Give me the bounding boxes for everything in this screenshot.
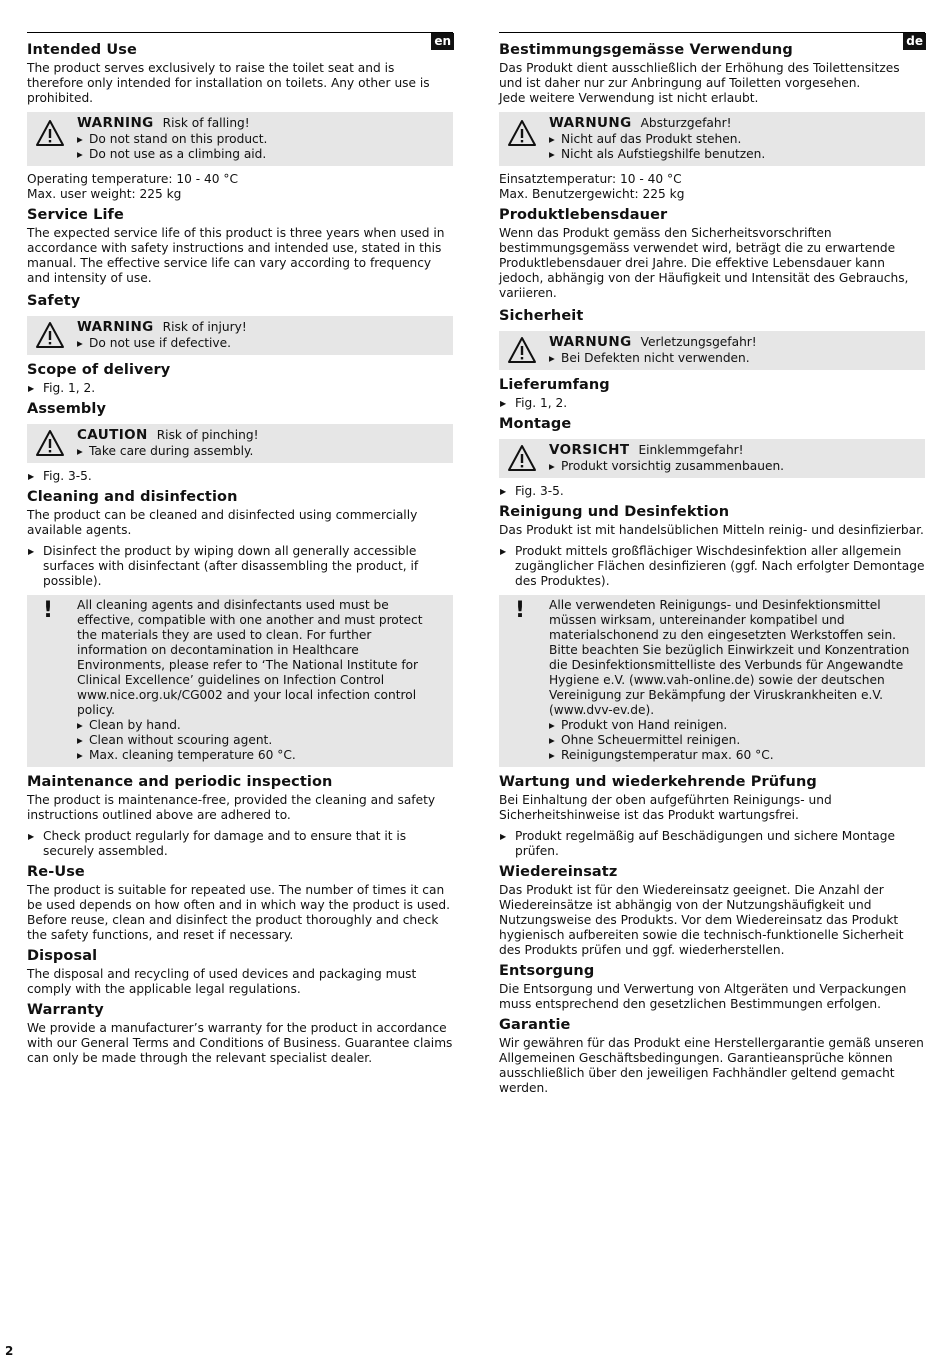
disposal-text: Die Entsorgung und Verwertung von Altgeräten und Verpackungen muss entsprechend den gesetzlichen Bestimmungen erfolgen.	[499, 982, 907, 1011]
intended-use-text-2: Jede weitere Verwendung ist nicht erlaubt.	[499, 91, 759, 105]
notice-item: ▶ Reinigungstemperatur max. 60 °C.	[549, 748, 774, 762]
warning-box	[27, 112, 453, 166]
notice-box	[499, 595, 925, 767]
warning-item: ▶ Do not use if defective.	[77, 336, 232, 350]
reuse-text: The product is suitable for repeated use. The number of times it can be used depends on how often and in which way the product is used. Before reuse, clean and disinfect the product thoroughly and check the safety functions, and reset if necessary.	[27, 883, 451, 942]
notice-text: Alle verwendeten Reinigungs- und Desinfektionsmittel müssen wirksam, untereinander kompatibel und materialschonend zu den eingesetzten Werkstoffen sein. Bitte beachten Sie bezüglich Einwirkzeit und Konzentration die Desinfektionsmittelliste des Verbunds für Angewandte Hygiene e.V. (www.vah-online.de) sowie der deutschen Vereinigung zur Bekämpfung der Viruskrankheiten e.V. (www.dvv-ev.de).	[549, 598, 910, 717]
cleaning-text: Das Produkt ist mit handelsüblichen Mitteln reinig- und desinfizierbar.	[499, 523, 924, 537]
notice-text: All cleaning agents and disinfectants used must be effective, compatible with one another and must protect the materials they are used to clean. For further information on decontamination in Healthcare Environments, please refer to ‘The National Institute for Clinical Excellence’ guidelines on Infection Control www.nice.org.uk/CG002 and your local infection control policy.	[77, 598, 423, 717]
assembly-item: ▶ Fig. 3-5.	[28, 469, 92, 483]
bullet-icon: ▶	[77, 150, 83, 159]
bullet-icon: ▶	[77, 751, 83, 760]
scope-heading: Scope of delivery	[27, 362, 171, 378]
max-weight: Max. Benutzergewicht: 225 kg	[499, 187, 685, 201]
warning-triangle-icon	[507, 444, 537, 472]
bullet-icon: ▶	[77, 447, 83, 456]
caution-keyword: CAUTION	[77, 427, 148, 443]
warning-text: Absturzgefahr!	[640, 116, 732, 130]
safety-heading: Sicherheit	[499, 308, 584, 324]
disposal-heading: Entsorgung	[499, 963, 595, 979]
warning-triangle-icon	[507, 119, 537, 147]
warning-text: Risk of falling!	[162, 116, 250, 130]
bullet-icon: ▶	[500, 547, 507, 556]
notice-item: ▶ Clean by hand.	[77, 718, 181, 732]
notice-item: ▶ Clean without scouring agent.	[77, 733, 273, 747]
service-life-heading: Service Life	[27, 207, 124, 223]
bullet-icon: ▶	[77, 721, 83, 730]
scope-heading: Lieferumfang	[499, 377, 610, 393]
bullet-icon: ▶	[549, 462, 555, 471]
warning-text: Verletzungsgefahr!	[640, 335, 757, 349]
caution-item: ▶ Produkt vorsichtig zusammenbauen.	[549, 459, 785, 473]
bullet-icon: ▶	[28, 832, 35, 841]
notice-item: ▶ Max. cleaning temperature 60 °C.	[77, 748, 296, 762]
service-life-heading: Produktlebensdauer	[499, 207, 668, 223]
caution-box	[499, 439, 925, 478]
operating-temperature: Einsatztemperatur: 10 - 40 °C	[499, 172, 682, 186]
maintenance-bullet: ▶ Produkt regelmäßig auf Beschädigungen und sichere Montage prüfen.	[500, 829, 895, 858]
bullet-icon: ▶	[549, 736, 555, 745]
bullet-icon: ▶	[549, 721, 555, 730]
warning-keyword: WARNING	[77, 319, 154, 335]
bullet-icon: ▶	[77, 135, 83, 144]
maintenance-heading: Maintenance and periodic inspection	[27, 774, 333, 790]
reuse-text: Das Produkt ist für den Wiedereinsatz geeignet. Die Anzahl der Wiedereinsätze ist abhängig von der Nutzungshäufigkeit und Nutzungsweise des Produkts. Vor dem Wiedereinsatz das Produkt hygienisch aufbereiten sowie die technisch-funktionelle Sicherheit des Produkts prüfen und ggf. wiederherstellen.	[499, 883, 904, 957]
bullet-icon: ▶	[549, 751, 555, 760]
maintenance-text: Bei Einhaltung der oben aufgeführten Reinigungs- und Sicherheitshinweise ist das Produkt wartungsfrei.	[499, 793, 832, 822]
reuse-heading: Re-Use	[27, 864, 85, 880]
warning-item: ▶ Nicht als Aufstiegshilfe benutzen.	[549, 147, 766, 161]
service-life-text: The expected service life of this product is three years when used in accordance with safety instructions and intended use, stated in this manual. The effective service life can vary according to frequency and intensity of use.	[27, 226, 445, 285]
warning-box	[499, 331, 925, 370]
disposal-text: The disposal and recycling of used devices and packaging must comply with the applicable legal regulations.	[27, 967, 417, 996]
caution-text: Einklemmgefahr!	[638, 443, 744, 457]
bullet-icon: ▶	[549, 150, 555, 159]
english-column	[27, 32, 453, 1070]
bullet-icon: ▶	[77, 339, 83, 348]
warning-item: ▶ Bei Defekten nicht verwenden.	[549, 351, 750, 365]
service-life-text: Wenn das Produkt gemäss den Sicherheitsvorschriften bestimmungsgemäss verwendet wird, beträgt die zu erwartende Produktlebensdauer drei Jahre. Die effektive Lebensdauer kann jedoch, abhängig von der Häufigkeit und Intensität des Gebrauchs, variieren.	[499, 226, 909, 300]
assembly-heading: Assembly	[27, 401, 107, 417]
warranty-heading: Warranty	[27, 1002, 104, 1018]
cleaning-heading: Cleaning and disinfection	[27, 489, 238, 505]
warning-triangle-icon	[35, 321, 65, 349]
assembly-item: ▶ Fig. 3-5.	[500, 484, 564, 498]
bullet-icon: ▶	[549, 354, 555, 363]
warning-keyword: WARNUNG	[549, 115, 632, 131]
warning-box	[499, 112, 925, 166]
top-rule	[27, 32, 453, 48]
intended-use-text: The product serves exclusively to raise the toilet seat and is therefore only intended for installation on toilets. Any other use is prohibited.	[27, 61, 430, 105]
warranty-heading: Garantie	[499, 1017, 571, 1033]
top-rule	[499, 32, 925, 48]
caution-item: ▶ Take care during assembly.	[77, 444, 254, 458]
bullet-icon: ▶	[549, 135, 555, 144]
warning-item: ▶ Do not stand on this product.	[77, 132, 268, 146]
warranty-text: Wir gewähren für das Produkt eine Herstellergarantie gemäß unseren Allgemeinen Geschäftsbedingungen. Garantieansprüche können ausschließlich über den jeweiligen Fachhändler geltend gemacht werden.	[499, 1036, 924, 1095]
warning-triangle-icon	[35, 429, 65, 457]
page-number: 2	[5, 1344, 14, 1358]
warning-triangle-icon	[507, 336, 537, 364]
warning-item: ▶ Nicht auf das Produkt stehen.	[549, 132, 742, 146]
bullet-icon: ▶	[500, 399, 507, 408]
assembly-heading: Montage	[499, 416, 572, 432]
cleaning-bullet: ▶ Disinfect the product by wiping down all generally accessible surfaces with disinfectant (after disassembling the product, if possible).	[28, 544, 419, 588]
intended-use-heading: Intended Use	[27, 42, 137, 58]
operating-temperature: Operating temperature: 10 - 40 °C	[27, 172, 239, 186]
exclamation-icon: !	[515, 598, 526, 623]
reuse-heading: Wiedereinsatz	[499, 864, 618, 880]
caution-keyword: VORSICHT	[549, 442, 630, 458]
maintenance-text: The product is maintenance-free, provided the cleaning and safety instructions outlined above are adhered to.	[27, 793, 436, 822]
max-weight: Max. user weight: 225 kg	[27, 187, 182, 201]
german-column	[499, 32, 925, 1100]
intended-use-text: Das Produkt dient ausschließlich der Erhöhung des Toilettensitzes und ist daher nur zur Anbringung auf Toiletten vorgesehen.	[499, 61, 900, 90]
warning-item: ▶ Do not use as a climbing aid.	[77, 147, 267, 161]
cleaning-text: The product can be cleaned and disinfected using commercially available agents.	[27, 508, 418, 537]
cleaning-bullet: ▶ Produkt mittels großflächiger Wischdesinfektion aller allgemein zugänglicher Flächen desinfizieren (ggf. Nach erfolgter Demontage des Produktes).	[500, 544, 925, 588]
language-tag-en: en	[431, 33, 454, 50]
maintenance-bullet: ▶ Check product regularly for damage and to ensure that it is securely assembled.	[28, 829, 407, 858]
maintenance-heading: Wartung und wiederkehrende Prüfung	[499, 774, 817, 790]
scope-item: ▶ Fig. 1, 2.	[28, 381, 96, 395]
warning-keyword: WARNING	[77, 115, 154, 131]
warning-text: Risk of injury!	[162, 320, 247, 334]
notice-item: ▶ Produkt von Hand reinigen.	[549, 718, 728, 732]
bullet-icon: ▶	[500, 487, 507, 496]
warning-keyword: WARNUNG	[549, 334, 632, 350]
scope-item: ▶ Fig. 1, 2.	[500, 396, 568, 410]
notice-item: ▶ Ohne Scheuermittel reinigen.	[549, 733, 741, 747]
bullet-icon: ▶	[500, 832, 507, 841]
bullet-icon: ▶	[28, 547, 35, 556]
bullet-icon: ▶	[28, 384, 35, 393]
notice-box	[27, 595, 453, 767]
exclamation-icon: !	[43, 598, 54, 623]
bullet-icon: ▶	[28, 472, 35, 481]
intended-use-heading: Bestimmungsgemässe Verwendung	[499, 42, 793, 58]
cleaning-heading: Reinigung und Desinfektion	[499, 504, 730, 520]
warranty-text: We provide a manufacturer’s warranty for the product in accordance with our General Terms and Conditions of Business. Guarantee claims can only be made through the relevant specialist dealer.	[27, 1021, 453, 1065]
disposal-heading: Disposal	[27, 948, 98, 964]
caution-box	[27, 424, 453, 463]
warning-triangle-icon	[35, 119, 65, 147]
warning-box	[27, 316, 453, 355]
safety-heading: Safety	[27, 293, 81, 309]
language-tag-de: de	[903, 33, 926, 50]
bullet-icon: ▶	[77, 736, 83, 745]
caution-text: Risk of pinching!	[156, 428, 259, 442]
